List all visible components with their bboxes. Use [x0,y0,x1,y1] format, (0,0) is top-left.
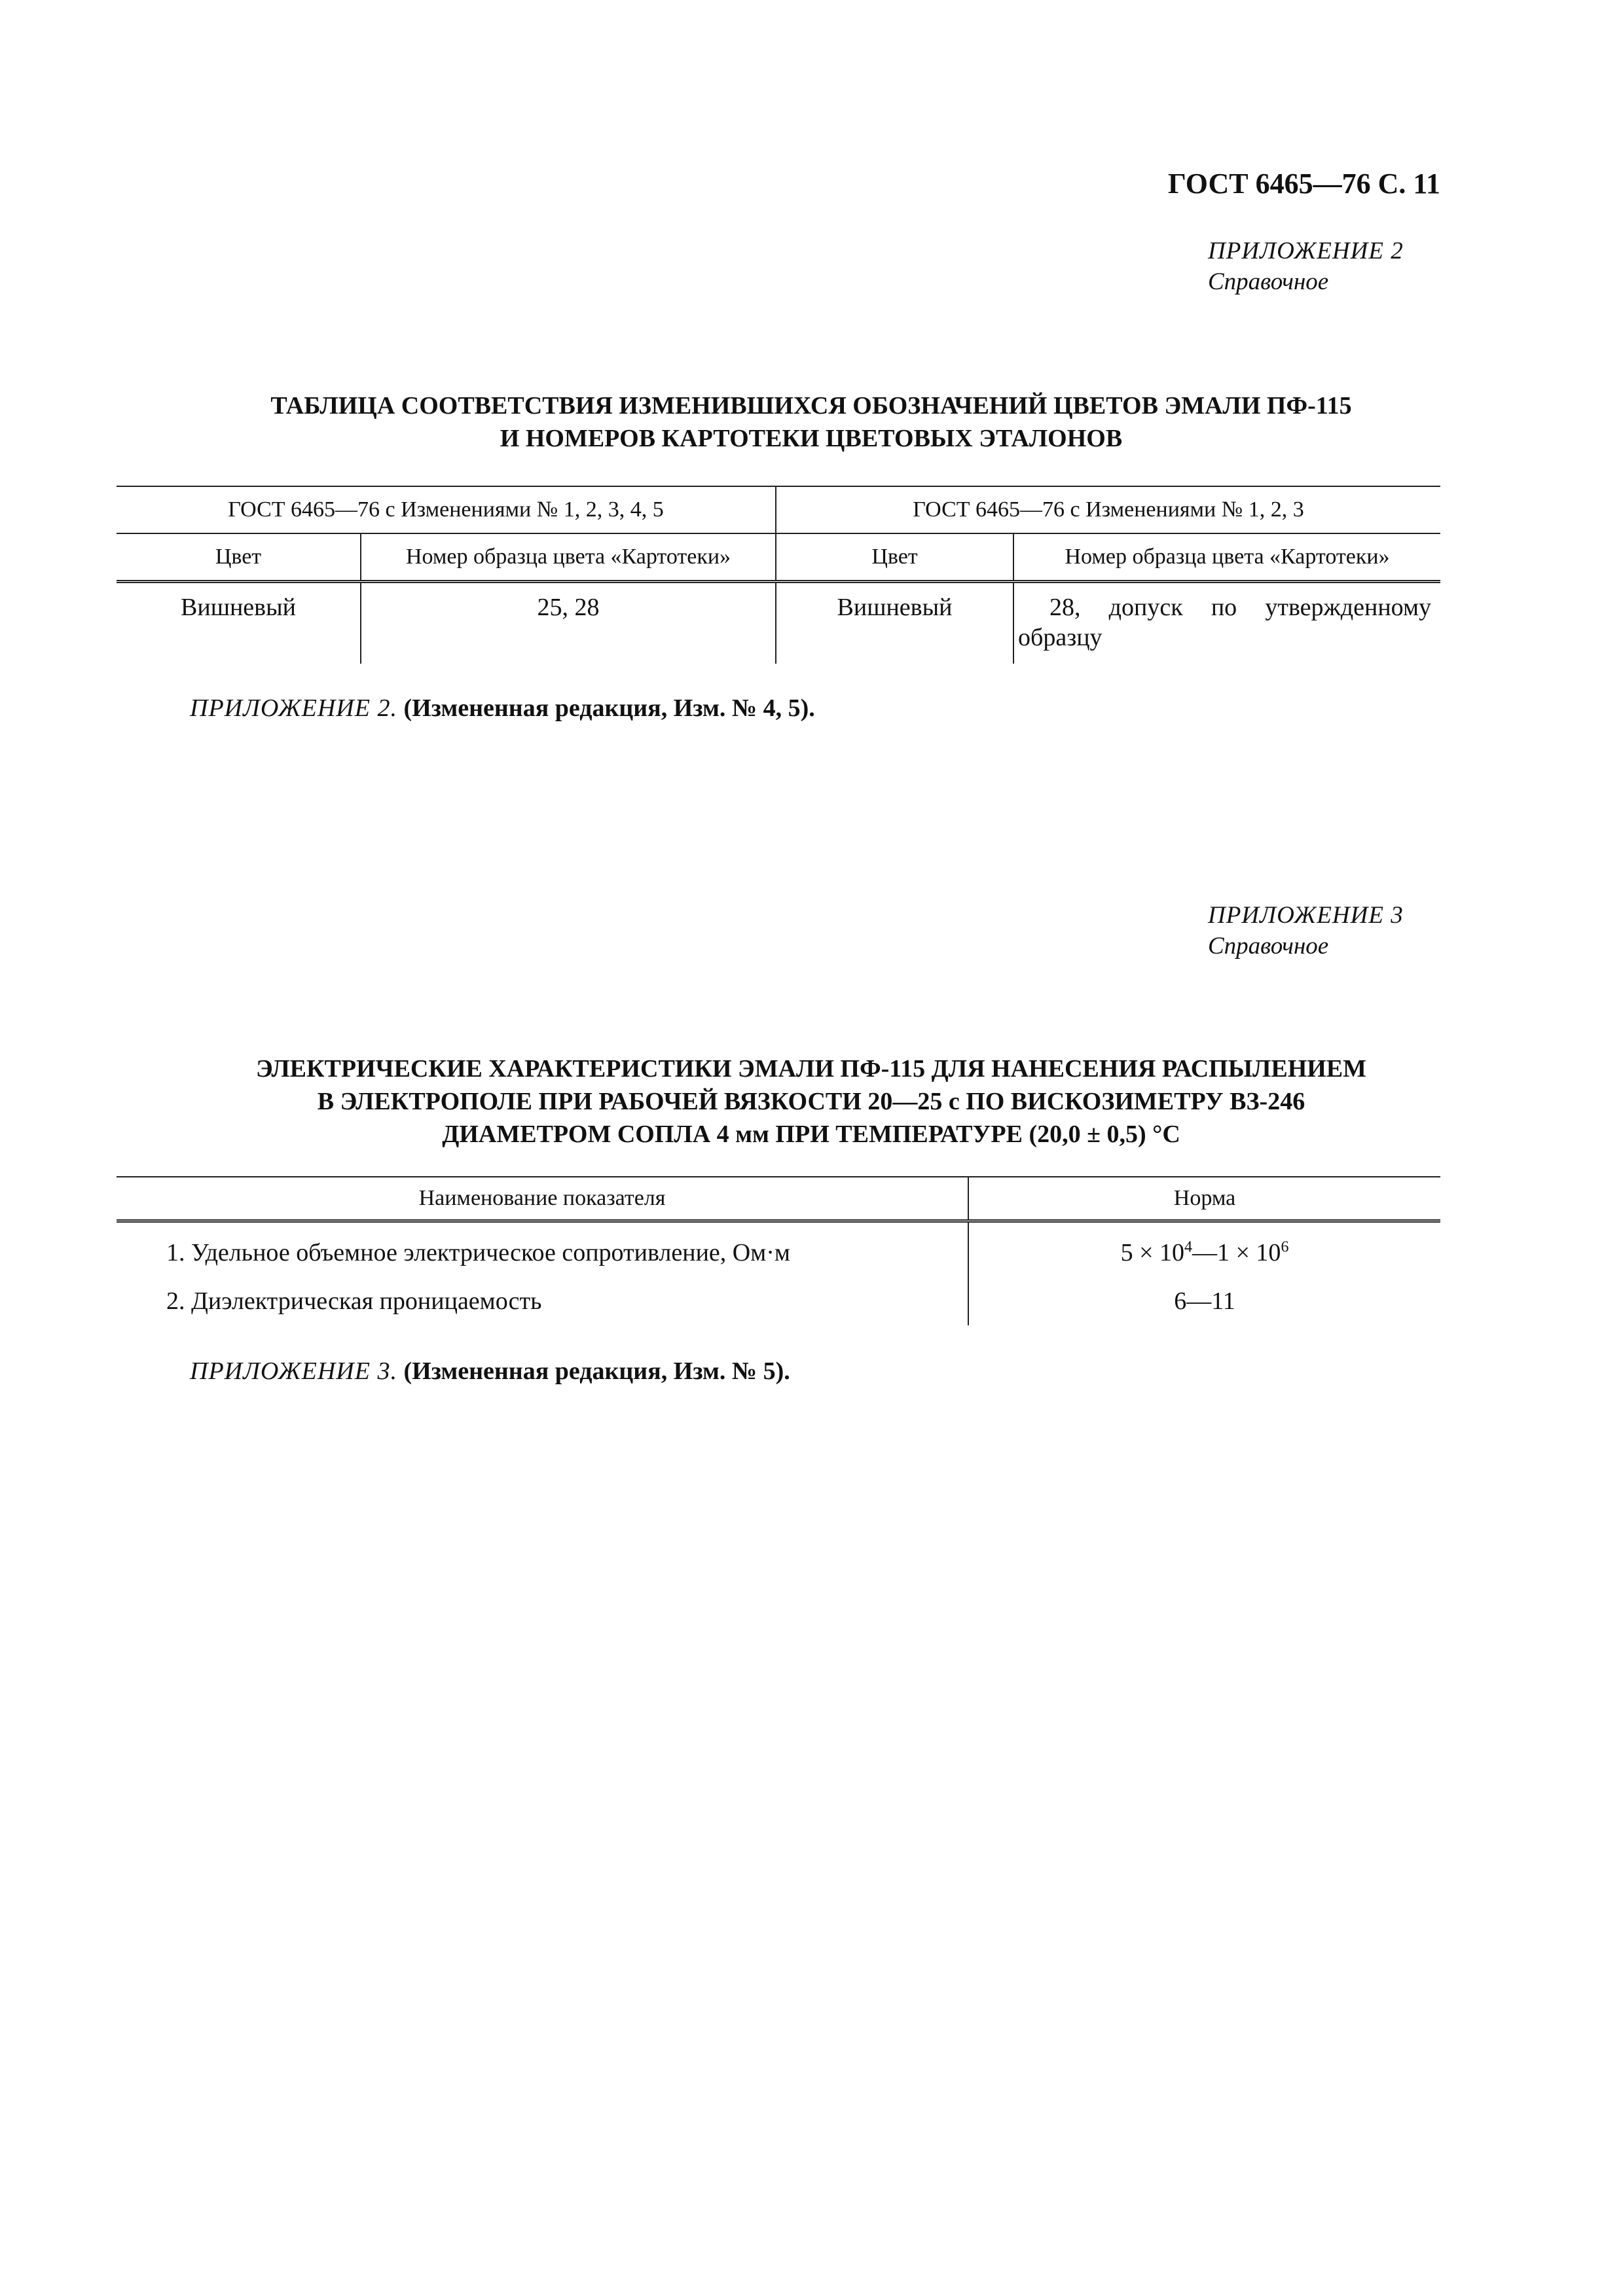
appendix-3-label [1208,900,1535,961]
title-line: ТАБЛИЦА СООТВЕТСТВИЯ ИЗМЕНИВШИХСЯ ОБОЗНАЧЕНИЙ ЦВЕТОВ ЭМАЛИ ПФ-115 [270,392,1352,420]
appendix-2-title [117,389,1506,455]
appendix-kind: Справочное [1208,933,1329,960]
column-header: Наименование показателя [117,1177,968,1221]
appendix-3-note [190,1357,790,1386]
column-header: Норма [968,1177,1440,1221]
table-cell: 28, допуск по утвержденному образцу [1018,594,1431,651]
title-line: И НОМЕРОВ КАРТОТЕКИ ЦВЕТОВЫХ ЭТАЛОНОВ [500,425,1123,452]
column-header: Номер образца цвета «Картотеки» [1013,533,1440,582]
table-cell: 6—11 [1174,1287,1235,1315]
table-cell: 2. Диэлектрическая проницаемость [117,1277,968,1325]
appendix-3-title [117,1052,1506,1151]
column-header: Цвет [117,533,361,582]
appendix-kind: Справочное [1208,268,1329,295]
title-line: В ЭЛЕКТРОПОЛЕ ПРИ РАБОЧЕЙ ВЯЗКОСТИ 20—25 с ПО ВИСКОЗИМЕТРУ ВЗ-246 [317,1088,1305,1115]
note-text: (Измененная редакция, Изм. № 4, 5). [403,694,815,722]
note-text: (Измененная редакция, Изм. № 5). [403,1357,790,1385]
table-row [117,1221,1440,1278]
table-cell: 1. Удельное объемное электрическое сопротивление, Ом·м [117,1221,968,1278]
table-cell: Вишневый [117,582,361,664]
note-label: ПРИЛОЖЕНИЕ 3. [190,1357,397,1385]
group-header: ГОСТ 6465—76 с Изменениями № 1, 2, 3, 4, 5 [117,486,776,533]
appendix-label: ПРИЛОЖЕНИЕ 3 [1208,902,1404,929]
note-label: ПРИЛОЖЕНИЕ 2. [190,694,397,722]
electrical-characteristics-table [117,1176,1440,1325]
appendix-label: ПРИЛОЖЕНИЕ 2 [1208,238,1404,264]
page-header: ГОСТ 6465—76 С. 11 [1167,168,1440,200]
table-row [117,1277,1440,1325]
appendix-2-label [1208,236,1535,297]
group-header: ГОСТ 6465—76 с Изменениями № 1, 2, 3 [776,486,1440,533]
table-cell: 25, 28 [361,582,776,664]
title-line: ЭЛЕКТРИЧЕСКИЕ ХАРАКТЕРИСТИКИ ЭМАЛИ ПФ-115 ДЛЯ НАНЕСЕНИЯ РАСПЫЛЕНИЕМ [255,1055,1367,1083]
norm-exponent: 4 [1184,1238,1192,1256]
table-cell: Вишневый [776,582,1013,664]
norm-part: —1 × 10 [1192,1239,1281,1266]
color-correspondence-table [117,486,1440,664]
appendix-2-note [190,694,815,723]
norm-exponent: 6 [1281,1238,1289,1256]
title-line: ДИАМЕТРОМ СОПЛА 4 мм ПРИ ТЕМПЕРАТУРЕ (20,0 ± 0,5) °С [442,1121,1180,1148]
column-header: Номер образца цвета «Картотеки» [361,533,776,582]
table-row [117,582,1440,664]
norm-part: 5 × 10 [1120,1239,1184,1266]
column-header: Цвет [776,533,1013,582]
table-cell [968,1221,1440,1278]
